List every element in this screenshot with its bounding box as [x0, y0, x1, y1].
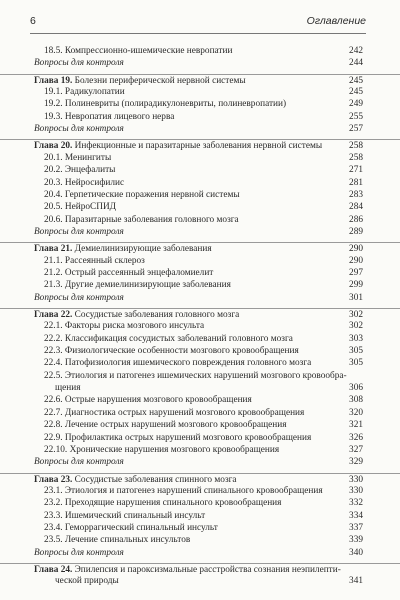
entry-title: 21.3. Другие демиелинизирующие заболевания: [44, 280, 231, 291]
review-questions-entry: [0, 547, 400, 559]
chapter-heading: [0, 74, 400, 87]
toc-entry: [0, 497, 400, 509]
toc-entry: [0, 320, 400, 332]
entry-title: 19.3. Невропатия лицевого нерва: [44, 111, 175, 122]
toc-entry: [0, 407, 400, 419]
toc-entry: [0, 394, 400, 406]
toc-entry: [0, 255, 400, 267]
page-ref: 244: [349, 58, 363, 69]
entry-title: 23.5. Лечение спинальных инсультов: [44, 535, 191, 546]
toc-entry: [0, 177, 400, 189]
page-ref: 305: [349, 358, 363, 369]
entry-title: 23.3. Ишемический спинальный инсульт: [44, 510, 206, 521]
review-questions-entry: [0, 292, 400, 304]
chapter-heading: [0, 473, 400, 486]
page-ref: 302: [349, 310, 363, 320]
entry-title: Глава 21. Демиелинизирующие заболевания: [34, 244, 212, 255]
entry-title: 18.5. Компрессионно-ишемические невропатии: [44, 46, 233, 56]
page-ref: 245: [349, 87, 363, 98]
entry-title: 23.1. Этиология и патогенез нарушений спинального кровообращения: [44, 485, 323, 496]
page-ref: 245: [349, 75, 363, 86]
toc-entry: [0, 214, 400, 226]
toc-entry: [0, 432, 400, 444]
page-ref: 290: [349, 255, 363, 266]
chapter-label: Глава 19.: [34, 75, 75, 86]
entry-title: 20.6. Паразитарные заболевания головного мозга: [44, 214, 239, 225]
entry-title: Вопросы для контроля: [34, 226, 124, 237]
running-title: Оглавление: [306, 15, 366, 27]
entry-title: Вопросы для контроля: [34, 457, 124, 468]
entry-title: Глава 20. Инфекционные и паразитарные заболевания нервной системы: [34, 141, 323, 152]
entry-title: 22.3. Физиологические особенности мозгового кровообращения: [44, 346, 299, 357]
entry-title: 23.2. Преходящие нарушения спинального кровообращения: [44, 498, 282, 509]
entry-title: 21.2. Острый рассеянный энцефаломиелит: [44, 267, 214, 278]
toc-entry: [0, 345, 400, 357]
toc-entry: [0, 370, 400, 382]
review-questions-entry: [0, 57, 400, 69]
entry-title: 20.1. Менингиты: [44, 152, 112, 163]
page-ref: 303: [349, 333, 363, 344]
review-questions-entry: [0, 456, 400, 468]
page-ref: 339: [349, 535, 363, 546]
entry-title: 20.5. НейроСПИД: [44, 202, 117, 213]
entry-title: Глава 24. Эпилепсия и пароксизмальные расстройства сознания неэпилепти-: [34, 565, 341, 575]
page-ref: 281: [349, 177, 363, 188]
entry-title: 22.6. Острые нарушения мозгового кровообращения: [44, 395, 252, 406]
chapter-label: Глава 22.: [34, 310, 75, 320]
toc-entry: [0, 444, 400, 456]
entry-title: ческой природы: [55, 576, 119, 587]
page-ref: 242: [349, 46, 363, 56]
page-ref: 255: [349, 111, 363, 122]
toc-entry: [0, 45, 400, 57]
page-ref: 297: [349, 267, 363, 278]
page-ref: 330: [349, 474, 363, 485]
entry-title: 23.4. Геморрагический спинальный инсульт: [44, 522, 218, 533]
entry-title: 22.8. Лечение острых нарушений мозгового кровообращения: [44, 420, 287, 431]
toc-entry: [0, 267, 400, 279]
entry-title: 20.3. Нейросифилис: [44, 177, 125, 188]
page-ref: 305: [349, 346, 363, 357]
page-ref: 283: [349, 189, 363, 200]
page-ref: 340: [349, 547, 363, 558]
chapter-label: Глава 20.: [34, 141, 75, 152]
entry-title: 22.7. Диагностика острых нарушений мозгового кровообращения: [44, 407, 305, 418]
toc-entry: [0, 485, 400, 497]
toc-entry: [0, 98, 400, 110]
toc-entry: [0, 279, 400, 291]
page-ref: 308: [349, 395, 363, 406]
chapter-heading: [0, 308, 400, 321]
toc-entry: [0, 522, 400, 534]
toc-entry: [0, 357, 400, 369]
entry-title: 22.10. Хронические нарушения мозгового кровообращения: [44, 444, 280, 455]
entry-title: 21.1. Рассеянный склероз: [44, 255, 145, 266]
page-ref: 302: [349, 321, 363, 332]
entry-title: Вопросы для контроля: [34, 547, 124, 558]
toc-entry: [0, 333, 400, 345]
page-ref: 271: [349, 165, 363, 176]
entry-title: 22.4. Патофизиология ишемического повреждения головного мозга: [44, 358, 312, 369]
chapter-heading: [0, 242, 400, 255]
page-ref: 330: [349, 485, 363, 496]
entry-title: 22.1. Факторы риска мозгового инсульта: [44, 321, 205, 332]
page-ref: 321: [349, 420, 363, 431]
entry-title: 20.4. Герпетические поражения нервной системы: [44, 189, 240, 200]
chapter-heading: [0, 563, 400, 576]
review-questions-entry: [0, 226, 400, 238]
page-ref: 258: [349, 141, 363, 152]
entry-title: Вопросы для контроля: [34, 124, 124, 135]
toc-entry: [0, 111, 400, 123]
page-ref: 290: [349, 244, 363, 255]
entry-title: 19.1. Радикулопатии: [44, 87, 125, 98]
toc-entry: [0, 382, 400, 394]
entry-title: Вопросы для контроля: [34, 58, 124, 69]
toc-entry: [0, 164, 400, 176]
entry-title: Вопросы для контроля: [34, 292, 124, 303]
entry-title: 22.2. Классификация сосудистых заболеваний головного мозга: [44, 333, 293, 344]
chapter-label: Глава 24.: [34, 565, 75, 575]
toc-entry: [0, 201, 400, 213]
entry-title: Глава 22. Сосудистые заболевания головного мозга: [34, 310, 240, 320]
toc-entry: [0, 419, 400, 431]
entry-title: 19.2. Полиневриты (полирадикулоневриты, полиневропатии): [44, 99, 287, 110]
chapter-heading: [0, 139, 400, 152]
toc-entry: [0, 86, 400, 98]
entry-title: 22.5. Этиология и патогенез ишемических нарушений мозгового кровообра-: [44, 370, 347, 381]
entry-title: щения: [55, 383, 81, 394]
toc-entry: [0, 575, 400, 587]
page-number: 6: [30, 15, 36, 27]
toc-entry: [0, 189, 400, 201]
page-ref: 258: [349, 152, 363, 163]
page-ref: 286: [349, 214, 363, 225]
page-ref: 257: [349, 124, 363, 135]
page-ref: 301: [349, 292, 363, 303]
entry-title: Глава 19. Болезни периферической нервной системы: [34, 75, 246, 86]
page-ref: 306: [349, 383, 363, 394]
review-questions-entry: [0, 123, 400, 135]
page-ref: 332: [349, 498, 363, 509]
entry-title: 22.9. Профилактика острых нарушений мозгового кровообращения: [44, 432, 312, 443]
chapter-label: Глава 21.: [34, 244, 75, 255]
toc-entry: [0, 534, 400, 546]
chapter-label: Глава 23.: [34, 474, 75, 485]
page-ref: 326: [349, 432, 363, 443]
page-ref: 329: [349, 457, 363, 468]
page-ref: 249: [349, 99, 363, 110]
toc-entry: [0, 152, 400, 164]
page-ref: 327: [349, 444, 363, 455]
entry-title: 20.2. Энцефалиты: [44, 165, 116, 176]
page-ref: 284: [349, 202, 363, 213]
entry-title: Глава 23. Сосудистые заболевания спинного мозга: [34, 474, 237, 485]
page-ref: 289: [349, 226, 363, 237]
page-ref: 341: [349, 576, 363, 587]
page-ref: 334: [349, 510, 363, 521]
toc-entry: [0, 510, 400, 522]
page-ref: 320: [349, 407, 363, 418]
page-ref: 299: [349, 280, 363, 291]
page-ref: 337: [349, 522, 363, 533]
